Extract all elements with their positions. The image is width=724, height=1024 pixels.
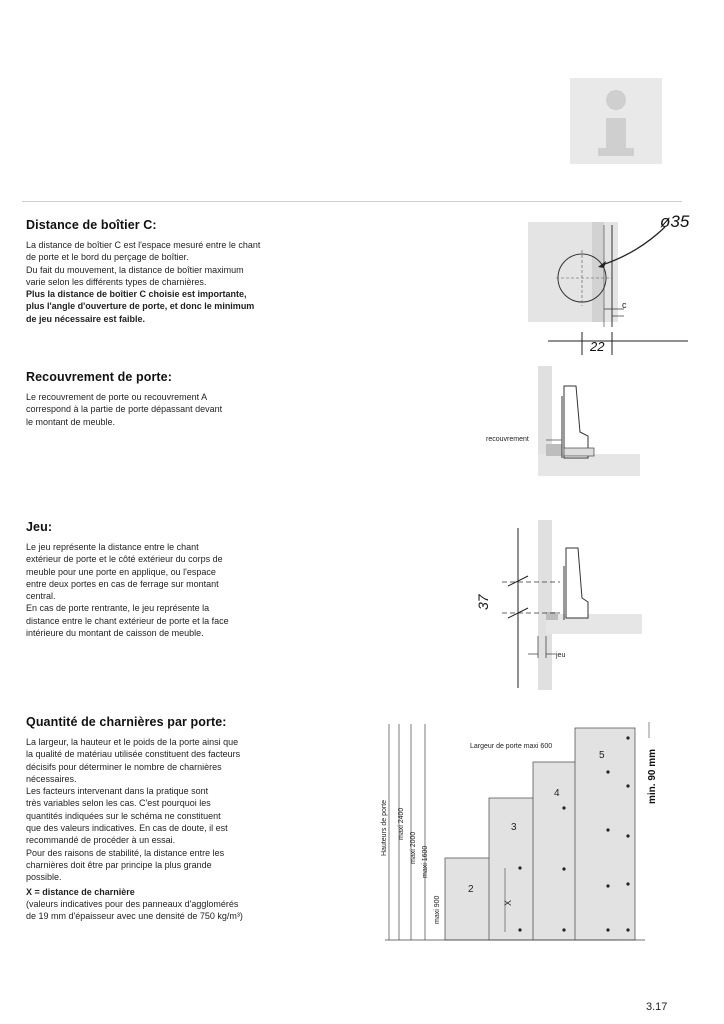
text-line: La distance de boîtier C est l'espace mesuré entre le chant bbox=[26, 240, 261, 250]
text-line: de porte et le bord du perçage de boîtier. bbox=[26, 252, 189, 263]
text-line-bold: de jeu nécessaire est faible. bbox=[26, 313, 146, 324]
section-title: Quantité de charnières par porte: bbox=[26, 715, 227, 729]
section-title: Recouvrement de porte: bbox=[26, 370, 172, 384]
maxi-label: maxi 2000 bbox=[410, 831, 417, 864]
info-icon bbox=[570, 78, 662, 164]
figure-quantite-charnieres bbox=[375, 718, 665, 950]
section-title: Distance de boîtier C: bbox=[26, 218, 157, 232]
height-label: Hauteurs de porte bbox=[381, 799, 388, 856]
text-line: correspond à la partie de porte dépassant devant bbox=[26, 404, 223, 415]
hinge-count: 5 bbox=[599, 750, 605, 761]
text-line: Pour des raisons de stabilité, la distance entre les bbox=[26, 847, 225, 858]
text-line: varie selon les différents types de charnières. bbox=[26, 276, 207, 287]
top-divider bbox=[22, 201, 682, 202]
text-line-bold: plus l'angle d'ouverture de porte, et donc le minimum bbox=[26, 301, 255, 312]
maxi-label: maxi 900 bbox=[434, 895, 441, 924]
min-label: min. 90 mm bbox=[647, 748, 658, 804]
jeu-label: jeu bbox=[556, 652, 566, 659]
section-quantite bbox=[26, 715, 326, 922]
section-jeu bbox=[26, 520, 326, 639]
x-label: X bbox=[503, 899, 513, 906]
text-line: entre deux portes en cas de ferrage sur montant bbox=[26, 578, 219, 589]
width-label: Largeur de porte maxi 600 bbox=[470, 743, 553, 750]
text-line: très variables selon les cas. C'est pourquoi les bbox=[26, 798, 211, 809]
text-line: distance entre le chant extérieur de porte et la face bbox=[26, 615, 229, 626]
section-recouvrement bbox=[26, 370, 326, 428]
figure-jeu bbox=[466, 518, 646, 690]
hand-diameter-label: ø35 bbox=[660, 212, 690, 231]
text-line: extérieur de porte et le côté extérieur du corps de bbox=[26, 554, 223, 565]
text-line: Du fait du mouvement, la distance de boîtier maximum bbox=[26, 264, 244, 275]
hinge-count: 4 bbox=[554, 788, 560, 799]
figure-recouvrement bbox=[484, 362, 644, 480]
note-line: de 19 mm d'épaisseur avec une densité de 750 kg/m³) bbox=[26, 911, 243, 922]
hand-37-label: 37 bbox=[475, 594, 491, 610]
text-line: possible. bbox=[26, 872, 62, 883]
section-distance-boitier bbox=[26, 218, 326, 325]
text-line: nécessaires. bbox=[26, 773, 77, 784]
maxi-label: maxi 2400 bbox=[398, 807, 405, 840]
text-line: Le jeu représente la distance entre le chant bbox=[26, 542, 199, 552]
page-number: 3.17 bbox=[646, 1001, 668, 1013]
text-line: central. bbox=[26, 591, 56, 602]
section-title: Jeu: bbox=[26, 520, 53, 534]
text-line: charnières doit être par principe la plus grande bbox=[26, 859, 212, 870]
recouvrement-label: recouvrement bbox=[486, 436, 529, 443]
text-line: décisifs pour déterminer le nombre de charnières bbox=[26, 761, 222, 772]
text-line-bold: Plus la distance de boîtier C choisie est importante, bbox=[26, 289, 247, 300]
text-line: quantités indiquées sur le schéma ne constituent bbox=[26, 810, 221, 821]
text-line: En cas de porte rentrante, le jeu représente la bbox=[26, 603, 210, 614]
note-line: (valeurs indicatives pour des panneaux d'agglomérés bbox=[26, 898, 239, 909]
hinge-count: 2 bbox=[468, 884, 474, 895]
text-line: La largeur, la hauteur et le poids de la porte ainsi que bbox=[26, 737, 239, 747]
x-definition: X = distance de charnière bbox=[26, 886, 135, 897]
figure-boitier-distance bbox=[520, 205, 700, 360]
label-c: c bbox=[622, 300, 627, 310]
text-line: recommandé de procéder à un essai. bbox=[26, 835, 176, 846]
hand-22-label: 22 bbox=[590, 339, 605, 354]
text-line: Les facteurs intervenant dans la pratique sont bbox=[26, 786, 209, 797]
text-line: meuble pour une porte en applique, ou l'espace bbox=[26, 566, 216, 577]
text-line: intérieure du montant de caisson de meuble. bbox=[26, 628, 204, 639]
hinge-count: 3 bbox=[511, 822, 517, 833]
text-line: le montant de meuble. bbox=[26, 416, 116, 427]
maxi-label: maxi 1600 bbox=[422, 845, 429, 878]
text-line: la qualité de matériau utilisée constituent des facteurs bbox=[26, 749, 241, 760]
text-line: que des valeurs indicatives. En cas de doute, il est bbox=[26, 823, 228, 834]
text-line: Le recouvrement de porte ou recouvrement A bbox=[26, 392, 208, 402]
